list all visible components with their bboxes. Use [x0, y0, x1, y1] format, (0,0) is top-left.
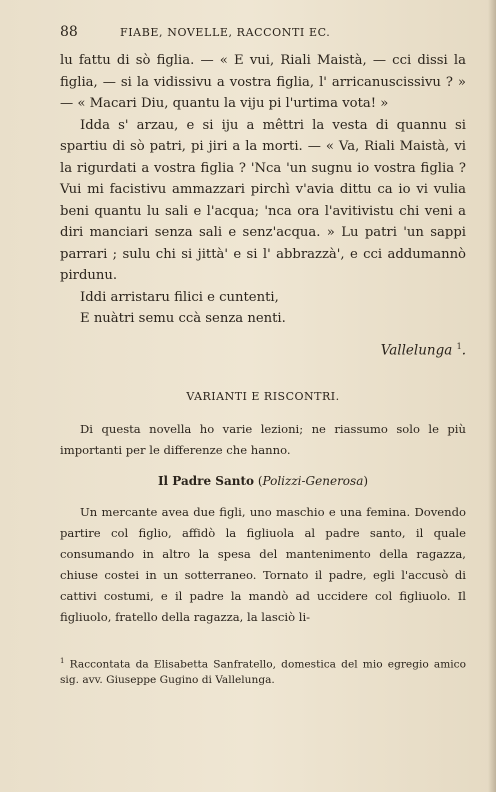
- page-number: 88: [60, 24, 78, 40]
- section-intro: Di questa novella ho varie lezioni; ne riassumo solo le più importanti per le differenze che hanno.: [60, 421, 466, 457]
- story-paragraph-1: lu fattu di sò figlia. — « E vui, Riali Maistà, — cci dissi la figlia, — si la vidissivu a vostra figlia, l' arricanuscissivu ? » — « Macari Diu, quantu la viju pi l'urtima vota! »: [60, 53, 466, 111]
- variant-paren-close: ): [363, 473, 369, 488]
- running-title: FIABE, NOVELLE, RACCONTI EC.: [120, 26, 331, 39]
- story-signature: Vallelunga $^1$.: [380, 341, 466, 358]
- section-text: [60, 419, 466, 628]
- variant-place: Polizzi-Generosa: [262, 473, 364, 488]
- story-text: [60, 50, 466, 362]
- story-closing-line-2: E nuàtri semu ccà senza nenti.: [80, 311, 286, 326]
- variant-paren-open: (: [257, 473, 263, 488]
- footnote-reference: 1: [456, 341, 462, 351]
- footnote: [60, 653, 466, 689]
- signature-text: Vallelunga: [380, 342, 453, 358]
- section-title: VARIANTI E RISCONTRI.: [186, 389, 340, 403]
- story-paragraph-2: Idda s' arzau, e si iju a mêttri la vesta di quannu si spartiu di sò patri, pi jiri a la morti. — « Va, Riali Maistà, vi la rigurdati a vostra figlia ? 'Nca 'un sugnu io vostra figlia ? Vui mi facistivu ammazzari pirchì v'avia dittu ca io vi vulia beni quantu lu sali e l'acqua; 'nca ora l'avitivistu chi veni a diri manciari senza sali e senz'acqua. » Lu patri 'un sappi parrari ; sulu chi si jittà' e si l' abbrazzà', e cci addumannò pirdunu.: [60, 117, 466, 283]
- page-edge-shadow: [488, 0, 496, 792]
- variant-title: Il Padre Santo: [157, 473, 255, 488]
- variant-body: Un mercante avea due figli, uno maschio e una femina. Dovendo partire col figlio, affidò la figliuola al padre santo, il quale consumando in altro la spesa del mantenimento della ragazza, chiuse costei in un sotterraneo. Tornato il padre, egli l'accusò di cattivi costumi, e il padre la mandò ad uccidere col figliuolo. Il figliuolo, fratello della ragazza, la lasciò li-: [60, 504, 466, 624]
- story-closing-line-1: Iddi arristaru filici e cuntenti,: [80, 289, 279, 305]
- footnote-text: Raccontata da Elisabetta Sanfratello, domestica del mio egregio amico sig. avv. Giuseppe Gugino di Vallelunga.: [60, 658, 466, 687]
- variant-subheading: [60, 471, 466, 492]
- footnote-marker: 1: [60, 656, 65, 665]
- running-head: [60, 24, 466, 40]
- footnote-divider: [60, 644, 140, 645]
